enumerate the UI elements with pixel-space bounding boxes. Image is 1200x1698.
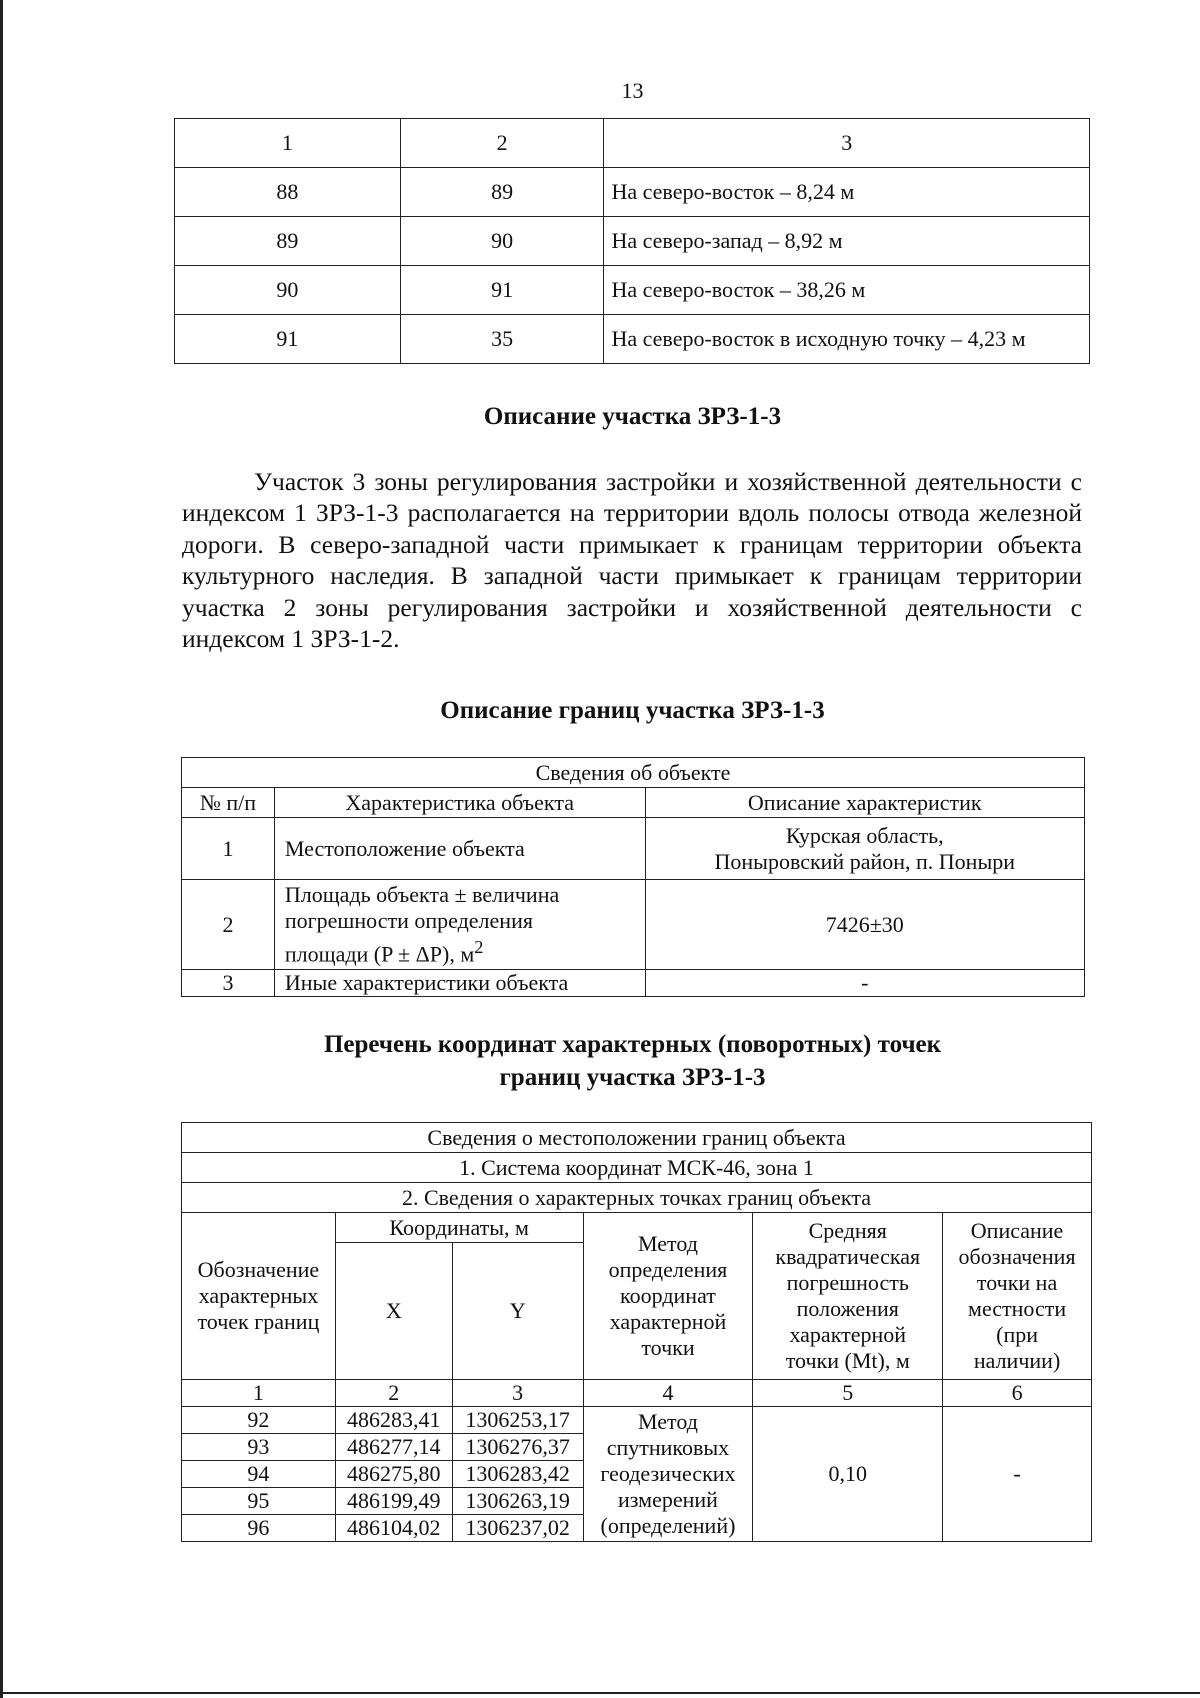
description-value-cell: -	[943, 1407, 1092, 1542]
object-info-table	[181, 757, 1085, 997]
table-header-row	[175, 119, 1090, 168]
column-number-row	[182, 1380, 1092, 1407]
method-line: Метод	[638, 1409, 698, 1434]
location-heading-cell: Сведения о местоположении границ объекта	[182, 1123, 1092, 1153]
table-header-cell: 1	[175, 119, 401, 168]
header-line: точек границ	[197, 1309, 320, 1334]
paragraph-text: Участок 3 зоны регулирования застройки и хозяйственной деятельности с индексом 1 ЗРЗ-1-3 располагается на территории вдоль полосы отвода железной дороги. В северо-западной части примыкает к границам территории объекта культурного наследия. В западной части примыкает к границам территории участка 2 зоны регулирования застройки и хозяйственной деятельности с индексом 1 ЗРЗ-1-2.	[182, 467, 1082, 654]
error-value-cell: 0,10	[753, 1407, 943, 1542]
method-cell	[583, 1407, 753, 1542]
table-header-cell: Описание характеристик	[645, 788, 1084, 818]
header-line: Средняя	[808, 1218, 887, 1243]
table-row	[182, 1407, 1092, 1434]
header-line: Описание	[970, 1218, 1064, 1243]
method-line: спутниковых	[606, 1435, 730, 1460]
direction-cell: На северо-восток – 38,26 м	[604, 266, 1090, 315]
header-line: точки на	[976, 1270, 1058, 1295]
characteristic-text: площади (P ± ΔP), м	[284, 941, 475, 967]
table-header-row	[182, 1213, 1092, 1243]
x-cell: 486275,80	[335, 1461, 452, 1488]
y-cell: 1306237,02	[452, 1515, 583, 1542]
table-title-row	[182, 758, 1085, 788]
x-cell: 486283,41	[335, 1407, 452, 1434]
value-cell	[645, 818, 1084, 880]
row-number-cell: 1	[182, 818, 275, 880]
column-number-cell: 4	[583, 1380, 753, 1407]
table-title-cell: Сведения об объекте	[182, 758, 1085, 788]
error-header-cell	[753, 1213, 943, 1380]
header-line: координат	[620, 1283, 716, 1308]
to-point-cell: 89	[400, 168, 604, 217]
boundaries-title: Описание границ участка ЗРЗ-1-3	[440, 697, 825, 724]
column-number-cell: 2	[335, 1380, 452, 1407]
section-title: Описание участка ЗРЗ-1-3	[483, 403, 782, 430]
table-row	[175, 266, 1090, 315]
table-header-cell: 2	[400, 119, 604, 168]
page-border-left	[0, 0, 3, 1698]
method-line: измерений	[618, 1487, 718, 1512]
description-header-cell	[943, 1213, 1092, 1380]
table-header-cell: № п/п	[182, 788, 275, 818]
coordinates-title-line: границ участка ЗРЗ-1-3	[499, 1064, 766, 1091]
table-title-row	[182, 1153, 1092, 1183]
coordinates-table	[181, 1122, 1092, 1542]
header-line: точки	[641, 1335, 695, 1360]
boundary-segments-table	[174, 118, 1090, 364]
row-number-cell: 3	[182, 970, 275, 997]
y-cell: 1306283,42	[452, 1461, 583, 1488]
column-number-cell: 6	[943, 1380, 1092, 1407]
x-header-cell: X	[335, 1243, 452, 1380]
header-line: определения	[608, 1257, 728, 1282]
coordinates-header-cell: Координаты, м	[335, 1213, 583, 1243]
from-point-cell: 89	[175, 217, 401, 266]
table-header-row	[182, 788, 1085, 818]
page-number: 13	[621, 78, 644, 103]
table-header-cell: 3	[604, 119, 1090, 168]
x-cell: 486104,02	[335, 1515, 452, 1542]
header-line: характерных	[198, 1283, 319, 1308]
to-point-cell: 35	[400, 315, 604, 364]
characteristic-line: Площадь объекта ± величина	[284, 881, 560, 907]
y-cell: 1306253,17	[452, 1407, 583, 1434]
value-cell: 7426±30	[645, 880, 1084, 970]
characteristic-line: погрешности определения	[284, 907, 533, 933]
header-line: погрешность	[786, 1270, 909, 1295]
method-header-cell	[583, 1213, 753, 1380]
point-id-cell: 96	[182, 1515, 336, 1542]
y-header-cell: Y	[452, 1243, 583, 1380]
page-border-bottom	[0, 1692, 1200, 1694]
designation-header-cell	[182, 1213, 336, 1380]
header-line: местности	[968, 1296, 1067, 1321]
header-line: Обозначение	[197, 1257, 320, 1282]
points-heading-cell: 2. Сведения о характерных точках границ объекта	[182, 1183, 1092, 1213]
point-id-cell: 93	[182, 1434, 336, 1461]
coordinates-title	[0, 1028, 1200, 1094]
value-line: Курская область,	[785, 822, 944, 848]
method-line: геодезических	[600, 1461, 736, 1486]
from-point-cell: 90	[175, 266, 401, 315]
method-line: (определений)	[600, 1513, 736, 1538]
section-paragraph	[182, 466, 1082, 654]
table-row	[182, 970, 1085, 997]
characteristic-line	[285, 934, 645, 967]
characteristic-cell: Иные характеристики объекта	[274, 970, 645, 997]
direction-cell: На северо-запад – 8,92 м	[604, 217, 1090, 266]
y-cell: 1306276,37	[452, 1434, 583, 1461]
x-cell: 486199,49	[335, 1488, 452, 1515]
coordinates-title-line: Перечень координат характерных (поворотных) точек	[323, 1031, 942, 1058]
table-title-row	[182, 1123, 1092, 1153]
coordinate-system-cell: 1. Система координат МСК-46, зона 1	[182, 1153, 1092, 1183]
table-row	[182, 880, 1085, 970]
point-id-cell: 95	[182, 1488, 336, 1515]
y-cell: 1306263,19	[452, 1488, 583, 1515]
direction-cell: На северо-восток в исходную точку – 4,23 м	[604, 315, 1090, 364]
table-row	[175, 168, 1090, 217]
header-line: обозначения	[958, 1244, 1076, 1269]
x-cell: 486277,14	[335, 1434, 452, 1461]
value-cell: -	[645, 970, 1084, 997]
row-number-cell: 2	[182, 880, 275, 970]
header-line: положения	[796, 1296, 899, 1321]
header-line: характерной	[789, 1322, 907, 1347]
table-row	[182, 818, 1085, 880]
characteristic-cell	[274, 880, 645, 970]
superscript: 2	[474, 936, 484, 957]
header-line: характерной	[609, 1309, 727, 1334]
from-point-cell: 88	[175, 168, 401, 217]
table-title-row	[182, 1183, 1092, 1213]
header-line: квадратическая	[775, 1244, 921, 1269]
header-line: Метод	[638, 1231, 698, 1256]
table-row	[175, 217, 1090, 266]
column-number-cell: 5	[753, 1380, 943, 1407]
header-line: (при	[996, 1322, 1038, 1347]
point-id-cell: 92	[182, 1407, 336, 1434]
table-row	[175, 315, 1090, 364]
column-number-cell: 3	[452, 1380, 583, 1407]
to-point-cell: 90	[400, 217, 604, 266]
to-point-cell: 91	[400, 266, 604, 315]
direction-cell: На северо-восток – 8,24 м	[604, 168, 1090, 217]
column-number-cell: 1	[182, 1380, 336, 1407]
header-line: точки (Mt), м	[785, 1348, 910, 1373]
point-id-cell: 94	[182, 1461, 336, 1488]
value-line: Поныровский район, п. Поныри	[714, 848, 1016, 874]
from-point-cell: 91	[175, 315, 401, 364]
header-line: наличии)	[973, 1348, 1061, 1373]
characteristic-cell: Местоположение объекта	[274, 818, 645, 880]
table-header-cell: Характеристика объекта	[274, 788, 645, 818]
